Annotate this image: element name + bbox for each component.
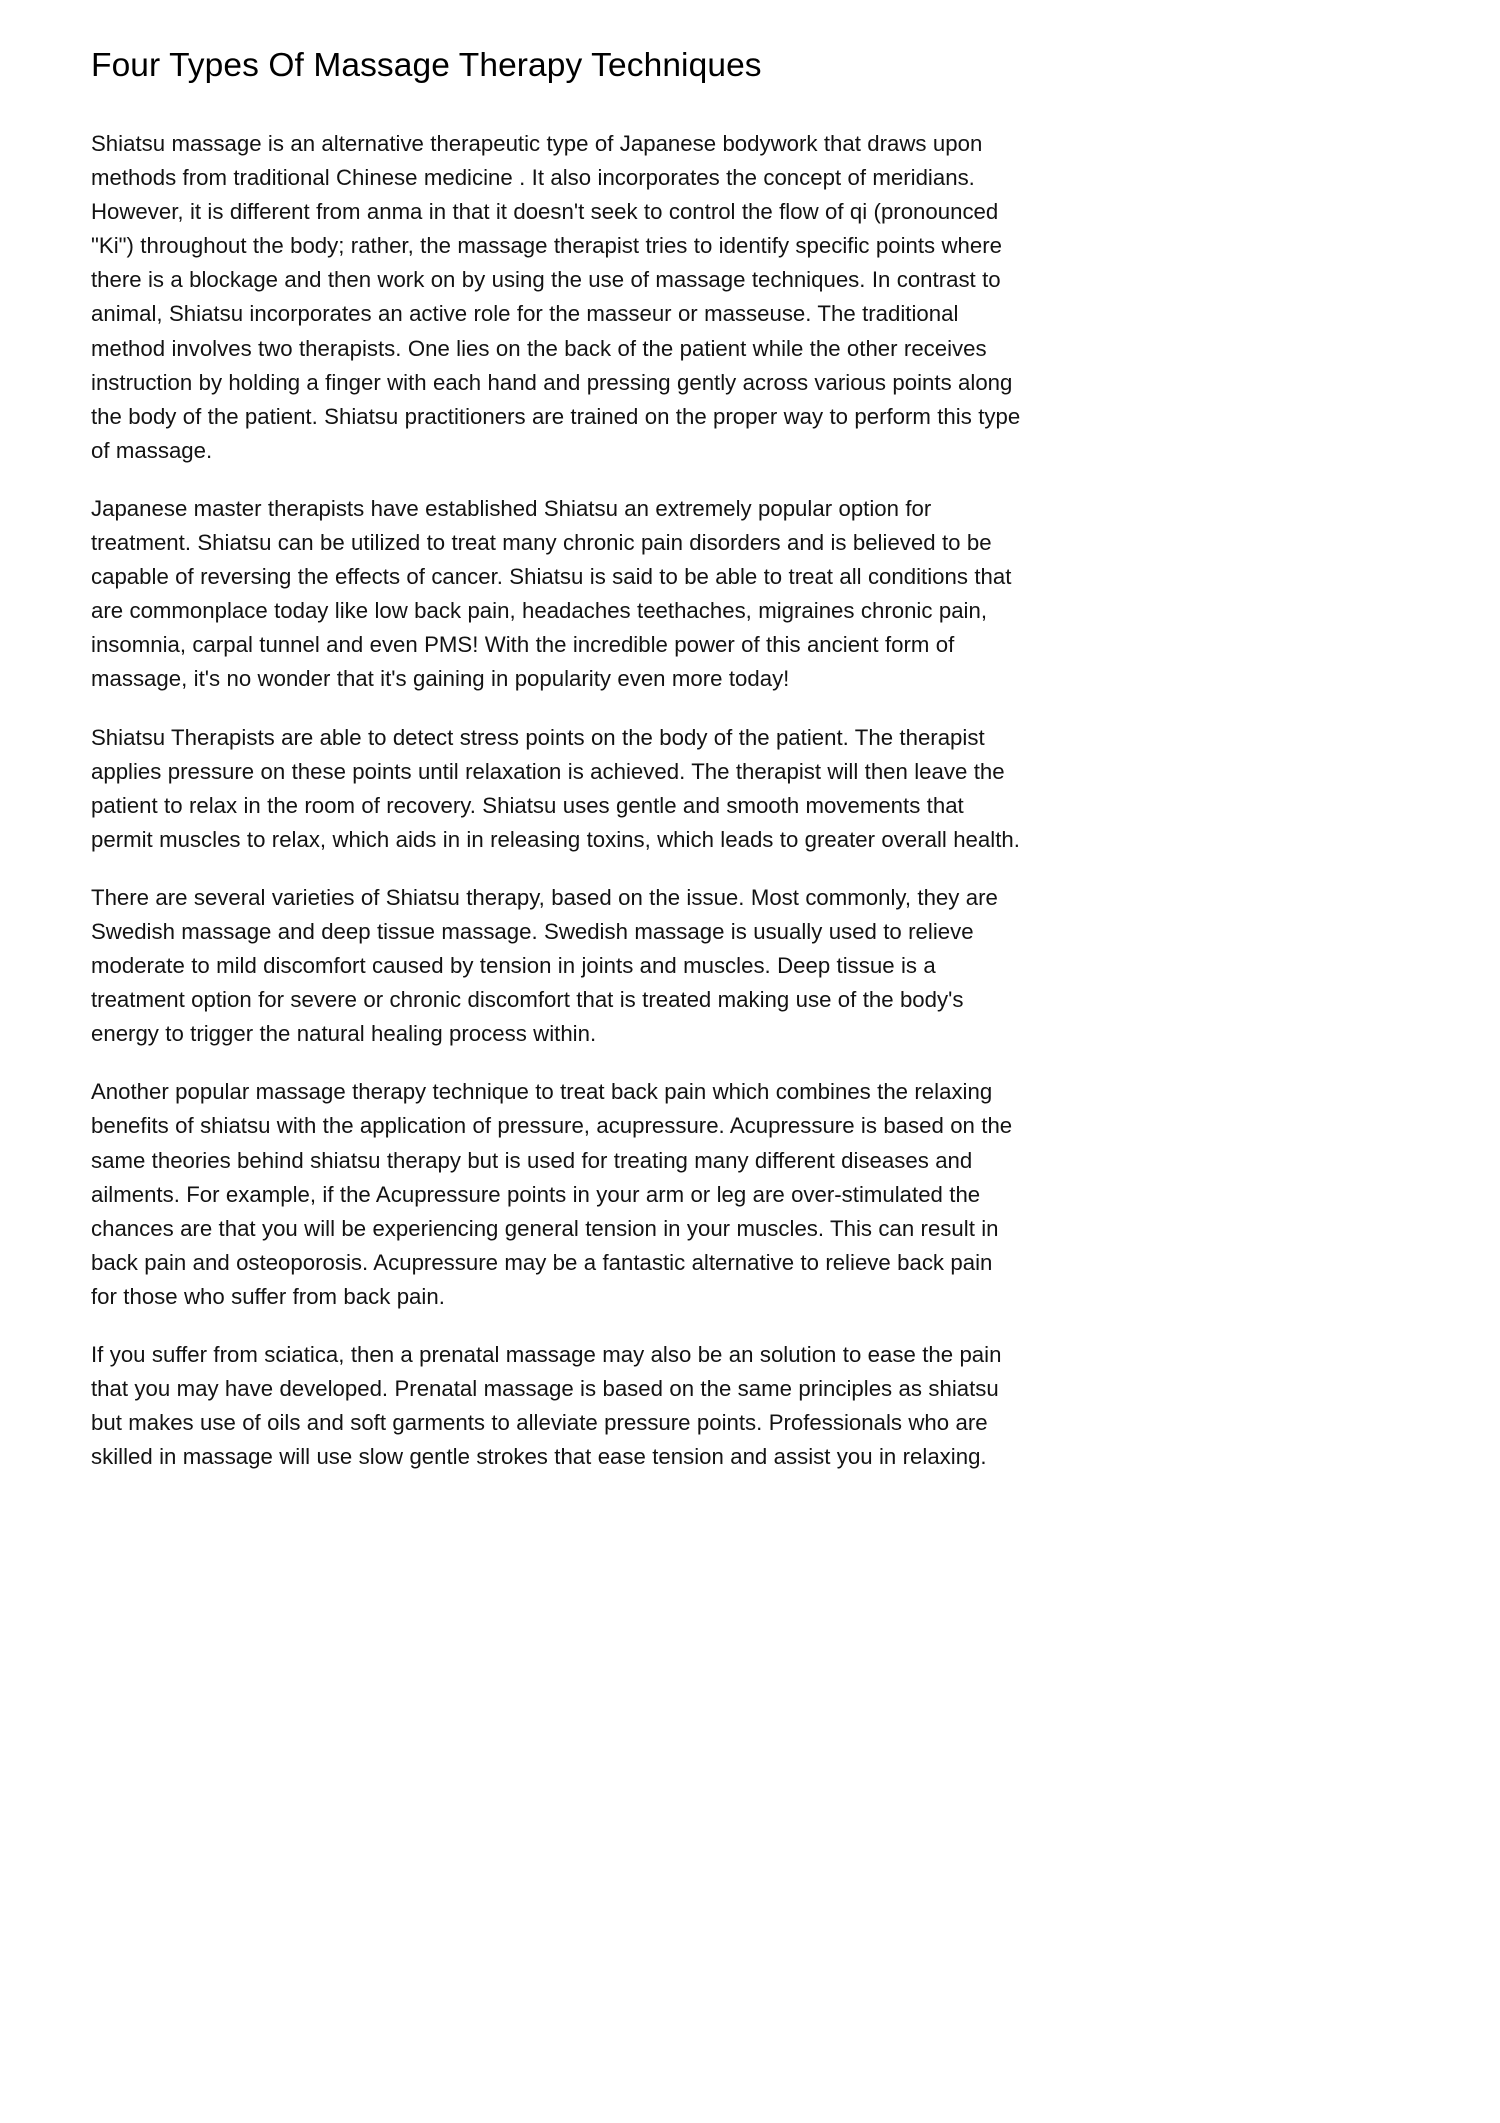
paragraph: If you suffer from sciatica, then a prenatal massage may also be an solution to ease the pain that you may have developed. Prenatal massage is based on the same principles as shiatsu but makes use of oils and soft garments to alleviate pressure points. Professionals who are skilled in massage will use slow gentle strokes that ease tension and assist you in relaxing. <box>91 1342 1002 1470</box>
paragraph: Shiatsu Therapists are able to detect stress points on the body of the patient. The therapist applies pressure on these points until relaxation is achieved. The therapist will then leave the patient to relax in the room of recovery. Shiatsu uses gentle and smooth movements that permit muscles to relax, which aids in in releasing toxins, which leads to greater overall health. <box>91 724 1020 852</box>
article-body <box>91 0 1021 1474</box>
paragraph: Japanese master therapists have established Shiatsu an extremely popular option for treatment. Shiatsu can be utilized to treat many chronic pain disorders and is believed to be capable of reversing the effects of cancer. Shiatsu is said to be able to treat all conditions that are commonplace today like low back pain, headaches teethaches, migraines chronic pain, insomnia, carpal tunnel and even PMS! With the incredible power of this ancient form of massage, it's no wonder that it's gaining in popularity even more today! <box>91 495 1012 692</box>
paragraph: There are several varieties of Shiatsu therapy, based on the issue. Most commonly, they are Swedish massage and deep tissue massage. Swedish massage is usually used to relieve moderate to mild discomfort caused by tension in joints and muscles. Deep tissue is a treatment option for severe or chronic discomfort that is treated making use of the body's energy to trigger the natural healing process within. <box>91 884 998 1047</box>
page-title: Four Types Of Massage Therapy Techniques <box>91 47 762 84</box>
paragraph: Shiatsu massage is an alternative therapeutic type of Japanese bodywork that draws upon methods from traditional Chinese medicine . It also incorporates the concept of meridians. However, it is different from anma in that it doesn't seek to control the flow of qi (pronounced "Ki") throughout the body; rather, the massage therapist tries to identify specific points where there is a blockage and then work on by using the use of massage techniques. In contrast to animal, Shiatsu incorporates an active role for the masseur or masseuse. The traditional method involves two therapists. One lies on the back of the patient while the other receives instruction by holding a finger with each hand and pressing gently across various points along the body of the patient. Shiatsu practitioners are trained on the proper way to perform this type of massage. <box>91 131 1021 463</box>
paragraph: Another popular massage therapy technique to treat back pain which combines the relaxing benefits of shiatsu with the application of pressure, acupressure. Acupressure is based on the same theories behind shiatsu therapy but is used for treating many different diseases and ailments. For example, if the Acupressure points in your arm or leg are over-stimulated the chances are that you will be experiencing general tension in your muscles. This can result in back pain and osteoporosis. Acupressure may be a fantastic alternative to relieve back pain for those who suffer from back pain. <box>91 1079 1013 1309</box>
paragraph-list <box>91 127 1021 1474</box>
